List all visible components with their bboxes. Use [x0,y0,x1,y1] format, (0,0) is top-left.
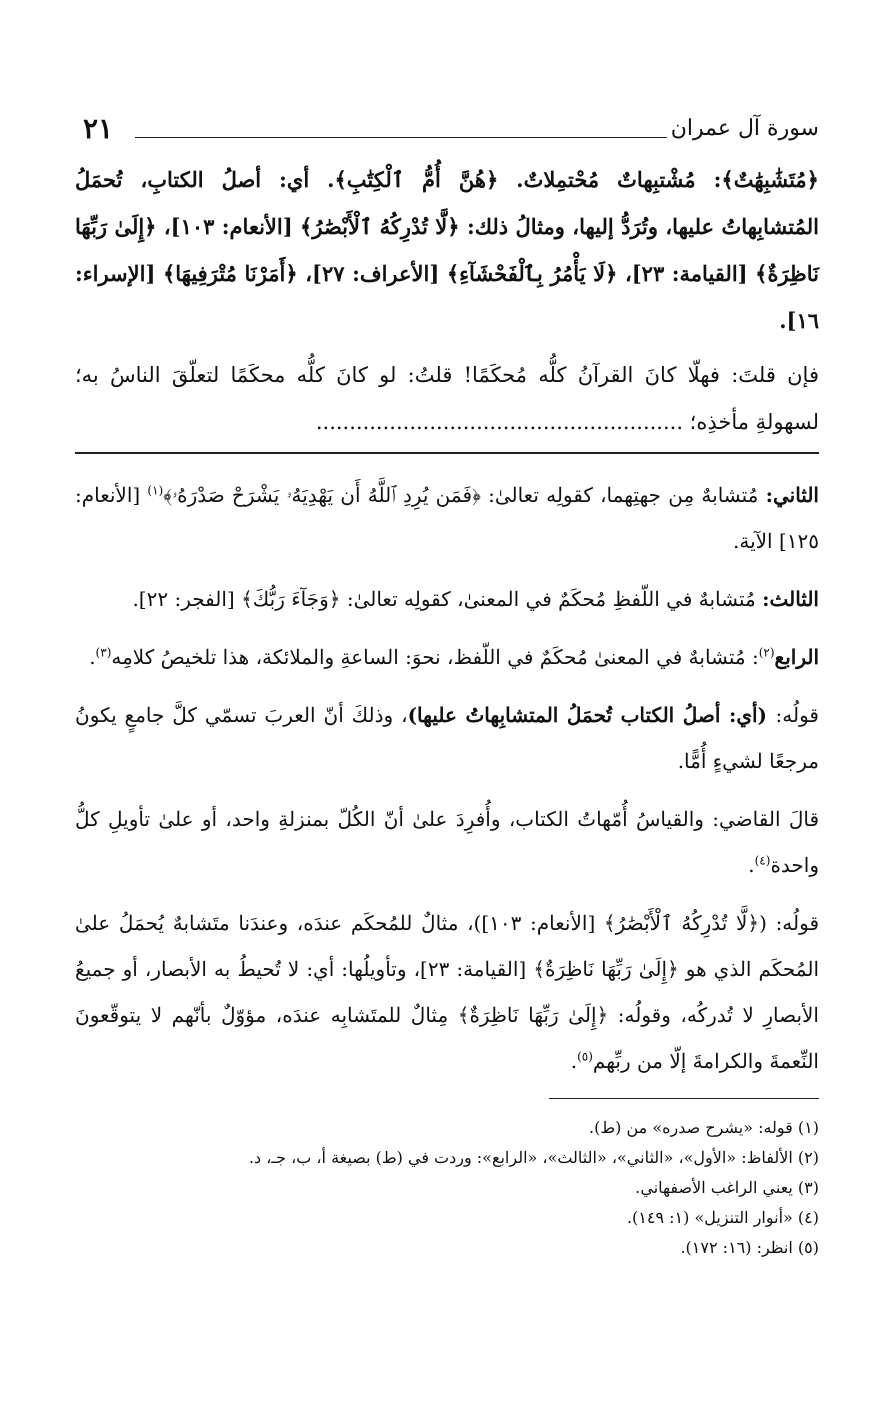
commentary-text-1-end: [الأنعام: ١٢٥] الآية. [75,483,819,553]
commentary-paragraph-3 [75,634,819,680]
section-divider [75,452,819,454]
commentary-label-qawluh-1: قولُه: [775,703,819,727]
footnote-3: (٣) يعني الراغب الأصفهاني. [635,1178,819,1197]
commentary-paragraph-6 [75,900,819,1084]
page-number: ٢١ [83,112,114,145]
footnote-2: (٢) الألفاظ: «الأول»، «الثاني»، «الثالث»، «الرابع»: وردت في (ط) بصيغة أ، ب، جـ، د. [248,1148,819,1167]
commentary-paragraph-1 [75,472,819,564]
commentary-label-fourth: الرابع [774,645,819,669]
footnote-5: (٥) انظر: (١٦: ١٧٢). [680,1238,819,1257]
commentary-text-3-end: . [89,645,96,669]
footnote-ref-2: (٢) [758,645,775,660]
surah-title: سورة آل عمران [670,116,819,141]
commentary-text-6: (﴿لَّا تُدْرِكُهُ ٱلْأَبْصَٰرُ﴾ [الأنعام: ١٠٣])، مثالٌ للمُحكَم عندَه، وعندَنا متَشابهٌ يُحمَلُ علىٰ المُحكَم الذي هو ﴿إِلَىٰ رَبِّهَا نَاظِرَةٌ﴾ [القيامة: ٢٣]، وتأويلُها: أي: لا تُحيطُ به الأبصار، أو جميعُ الأبصارِ لا تُدركُه، وقولُه: ﴿إِلَىٰ رَبِّهَا نَاظِرَةٌ﴾ مِثالٌ للمتَشابِه عندَه، مؤوّلٌ بأنّهم لا يتوقّعونَ النِّعمةَ والكرامةَ إلّا من ربِّهم [75,911,820,1073]
commentary-label-second: الثاني: [765,483,819,507]
commentary-paragraph-5 [75,796,819,888]
commentary-quote-4: (أي: أصلُ الكتاب تُحمَلُ المتشابِهاتُ عليها) [407,703,776,727]
commentary-text-2: مُتشابهٌ في اللّفظِ مُحكَمٌ في المعنىٰ، كقولِه تعالىٰ: ﴿وَجَآءَ رَبُّكَ﴾ [الفجر: ٢٢]. [132,587,763,611]
commentary-text-3: : مُتشابهٌ في المعنىٰ مُحكَمٌ في اللّفظ، نحوَ: الساعةِ والملائكة، هذا تلخيصُ كلامِه [111,645,759,669]
main-paragraph-1: ﴿مُتَشَٰبِهَٰتٌ﴾: مُشْتبِهاتٌ مُحْتمِلاتٌ. ﴿هُنَّ أُمُّ ٱلْكِتَٰبِ﴾. أي: أصلُ الكتابِ، تُحمَلُ المُتشابِهاتُ عليها، وتُرَدُّ إليها، ومثالُ ذلك: ﴿لَّا تُدْرِكُهُ ٱلْأَبْصَٰرُ﴾ [الأنعام: ١٠٣]، ﴿إِلَىٰ رَبِّهَا نَاظِرَةٌ﴾ [القيامة: ٢٣]، ﴿لَا يَأْمُرُ بِٱلْفَحْشَآءِ﴾ [الأعراف: ٢٧]، ﴿أَمَرْنَا مُتْرَفِيهَا﴾ [الإسراء: ١٦]. [75,167,820,333]
commentary-paragraph-4 [75,692,819,784]
commentary-text-5-end: . [748,853,755,877]
commentary-text-4: ، وذلكَ أنّ العربَ تسمّي كلَّ جامعٍ يكونُ مرجعًا لشيءٍ أُمًّا. [75,703,819,773]
main-paragraph-2: فإن قلتَ: فهلّا كانَ القرآنُ كلُّه مُحكَمًا! قلتُ: لو كانَ كلُّه محكَمًا لتعلّقَ الناسُ به؛ لسهولةِ مأخذِه؛ ....................................................... [75,363,819,434]
footnote-ref-3: (٣) [95,645,112,660]
main-text [75,156,819,446]
footnote-4: (٤) «أنوار التنزيل» (١: ١٤٩). [626,1208,819,1227]
footnotes [75,1113,819,1263]
commentary-label-qawluh-2: قولُه: [775,911,820,935]
running-header [75,100,819,156]
header-rule [135,137,667,138]
book-page [75,100,819,1263]
commentary-text-6-end: . [570,1049,578,1073]
commentary-text-1: مُتشابهٌ مِن جهتِهما، كقولِه تعالىٰ: ﴿فَمَن يُرِدِ ٱللَّهُ أَن يَهْدِيَهُۥ يَشْرَحْ صَدْرَهُۥ﴾ [163,483,766,507]
footnote-ref-5: (٥) [577,1049,593,1064]
commentary-label-third: الثالث: [762,587,819,611]
footnote-1: (١) قوله: «يشرح صدره» من (ط). [589,1118,819,1137]
footnote-ref-4: (٤) [754,853,771,868]
commentary-paragraph-2 [75,576,819,622]
commentary-text-5: قالَ القاضي: والقياسُ أُمّهاتُ الكتاب، وأُفرِدَ علىٰ أنّ الكُلّ بمنزلةِ واحد، أو علىٰ تأويلِ كلُّ واحدة [75,807,819,877]
commentary-text [75,472,819,1084]
footnote-divider [549,1098,819,1099]
footnote-ref-1: (١) [147,483,164,498]
